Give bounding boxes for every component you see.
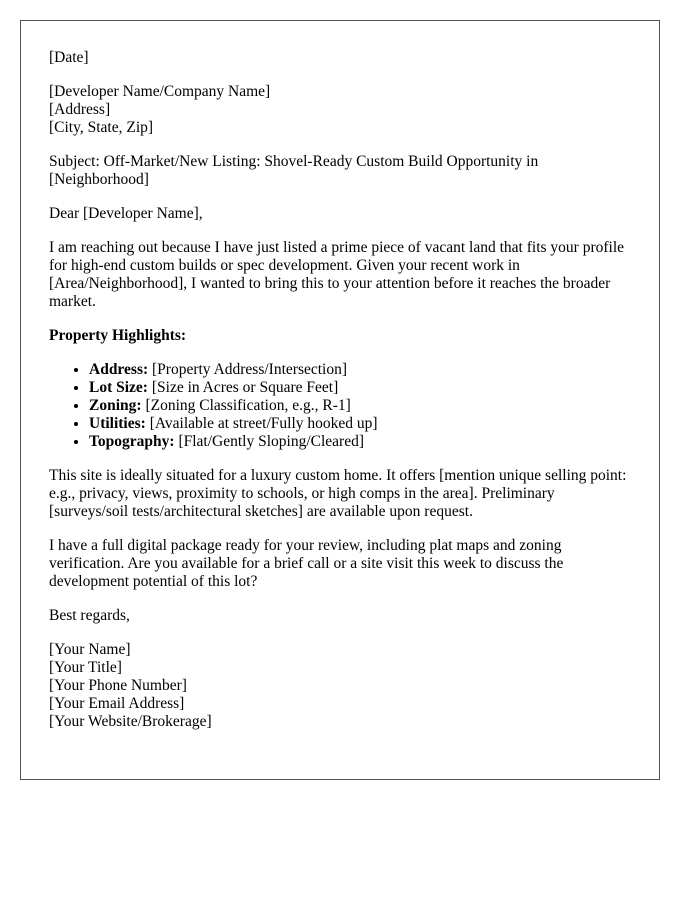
highlight-value: [Zoning Classification, e.g., R-1]: [141, 397, 351, 414]
package-paragraph: I have a full digital package ready for your review, including plat maps and zoning verification. Are you available for a brief call or a site visit this week to discuss the development potential of this lot?: [49, 537, 564, 590]
highlight-label: Topography:: [89, 433, 175, 450]
subject-line: Subject: Off-Market/New Listing: Shovel-Ready Custom Build Opportunity in [Neighborhood]: [49, 153, 539, 188]
greeting: Dear [Developer Name],: [49, 205, 203, 222]
letter-date: [Date]: [49, 49, 89, 66]
highlight-value: [Available at street/Fully hooked up]: [145, 415, 378, 432]
highlight-value: [Property Address/Intersection]: [148, 361, 348, 378]
signature-name: [Your Name]: [49, 641, 131, 658]
recipient-city-state-zip: [City, State, Zip]: [49, 119, 154, 136]
highlight-value: [Size in Acres or Square Feet]: [147, 379, 339, 396]
highlight-value: [Flat/Gently Sloping/Cleared]: [174, 433, 364, 450]
signature-phone: [Your Phone Number]: [49, 677, 187, 694]
highlight-label: Zoning:: [89, 397, 142, 414]
intro-paragraph: I am reaching out because I have just listed a prime piece of vacant land that fits your profile for high-end custom builds or spec development. Given your recent work in [Area/Neighborhood], I wanted to bring this to your attention before it reaches the broader market.: [49, 239, 625, 310]
recipient-name: [Developer Name/Company Name]: [49, 83, 271, 100]
site-paragraph: This site is ideally situated for a luxury custom home. It offers [mention unique selling point: e.g., privacy, views, proximity to schools, or high comps in the area]. Preliminary [surveys/soil tests/architectural sketches] are available upon request.: [49, 467, 627, 520]
highlight-label: Utilities:: [89, 415, 146, 432]
closing: Best regards,: [49, 607, 130, 624]
highlights-list: [49, 361, 631, 451]
highlight-label: Address:: [89, 361, 149, 378]
highlight-item-utilities: [89, 415, 631, 433]
letter-page: [20, 20, 660, 780]
highlight-item-lot-size: [89, 379, 631, 397]
signature-email: [Your Email Address]: [49, 695, 185, 712]
signature-title: [Your Title]: [49, 659, 122, 676]
recipient-address: [Address]: [49, 101, 111, 118]
highlight-item-zoning: [89, 397, 631, 415]
recipient-block: [49, 83, 631, 137]
highlight-item-address: [89, 361, 631, 379]
highlights-heading: Property Highlights:: [49, 327, 187, 344]
signature-block: [49, 641, 631, 731]
signature-website: [Your Website/Brokerage]: [49, 713, 212, 730]
highlight-label: Lot Size:: [89, 379, 148, 396]
highlight-item-topography: [89, 433, 631, 451]
